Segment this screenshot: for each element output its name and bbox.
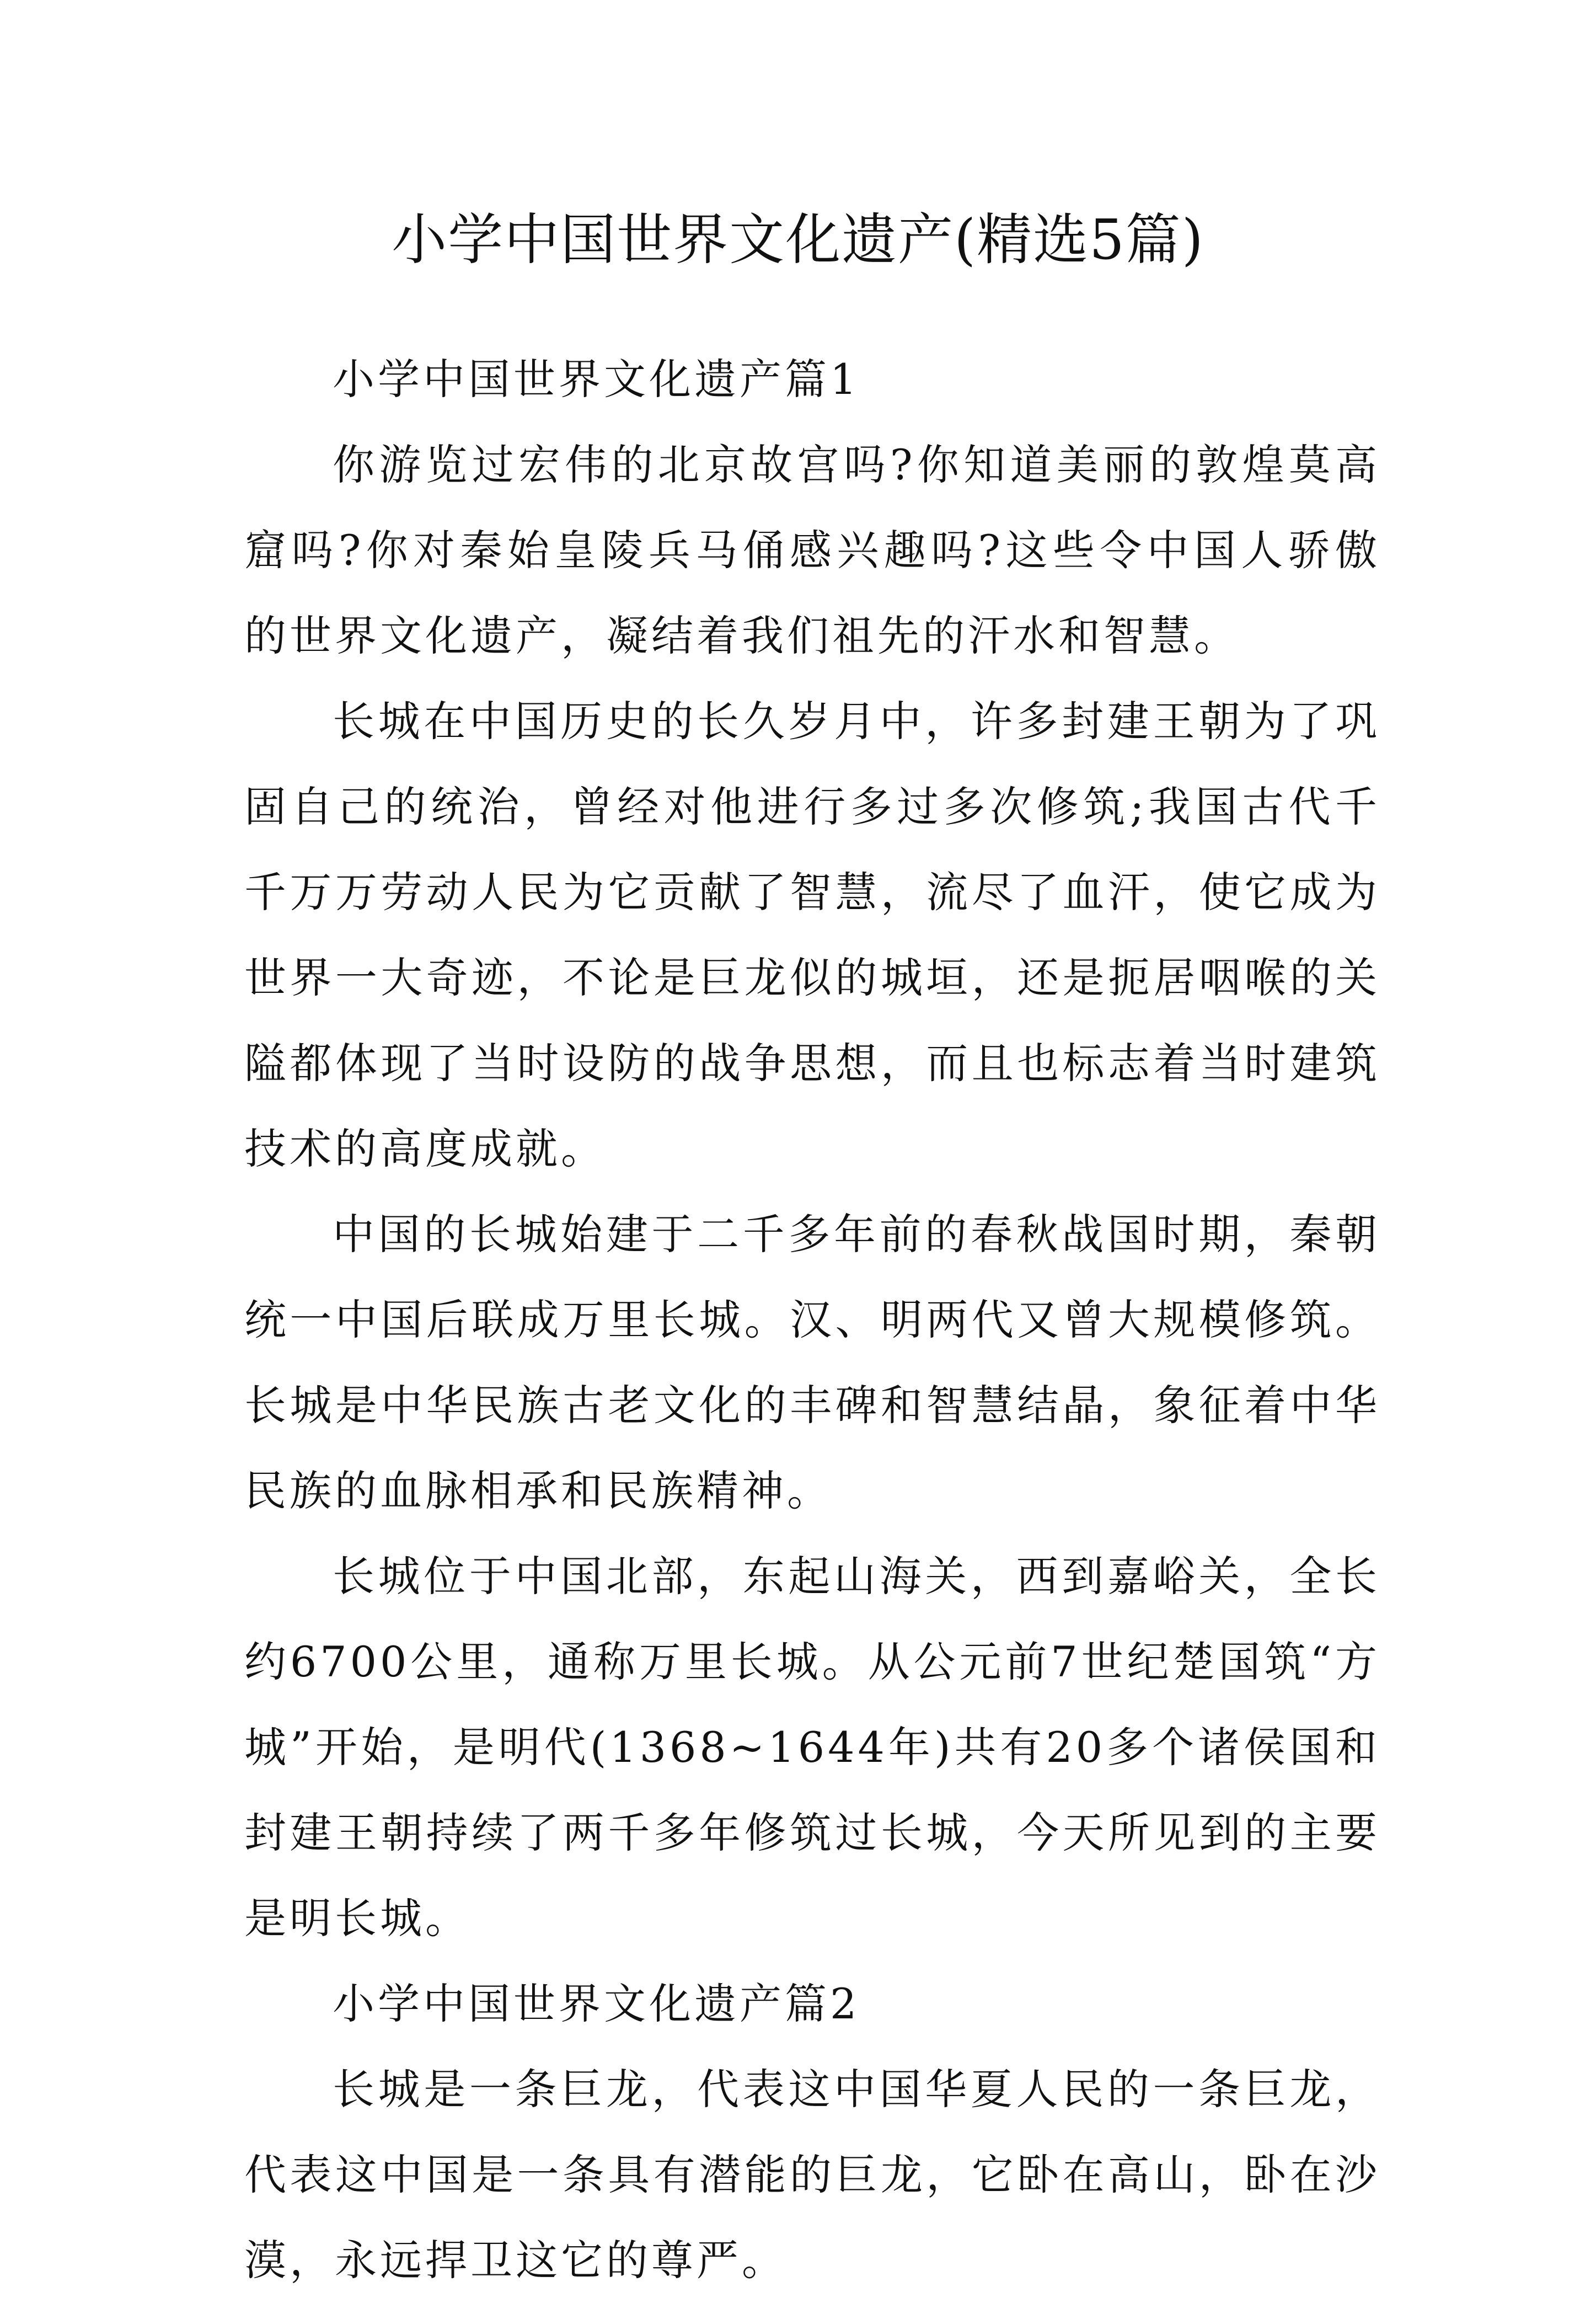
paragraph: 长城是一条巨龙，代表这中国华夏人民的一条巨龙，代表这中国是一条具有潜能的巨龙，它卧在高山，卧在沙漠，永远捍卫这它的尊严。 [244, 2065, 1380, 2285]
section-heading: 小学中国世界文化遗产篇2 [333, 1979, 860, 2028]
paragraph: 长城位于中国北部，东起山海关，西到嘉峪关，全长约6700公里，通称万里长城。从公元前7世纪楚国筑“方城”开始，是明代(1368~1644年)共有20多个诸侯国和封建王朝持续了两千多年修筑过长城，今天所见到的主要是明长城。 [244, 1552, 1380, 1943]
paragraph: 你游览过宏伟的北京故宫吗?你知道美丽的敦煌莫高窟吗?你对秦始皇陵兵马俑感兴趣吗?这些令中国人骄傲的世界文化遗产，凝结着我们祖先的汗水和智慧。 [244, 440, 1380, 660]
document-body [244, 336, 1380, 2303]
document-title: 小学中国世界文化遗产(精选5篇) [392, 207, 1204, 272]
paragraph: 长城在中国历史的长久岁月中，许多封建王朝为了巩固自己的统治，曾经对他进行多过多次修筑;我国古代千千万万劳动人民为它贡献了智慧，流尽了血汗，使它成为世界一大奇迹，不论是巨龙似的城垣，还是扼居咽喉的关隘都体现了当时设防的战争思想，而且也标志着当时建筑技术的高度成就。 [244, 697, 1380, 1173]
paragraph: 中国的长城始建于二千多年前的春秋战国时期，秦朝统一中国后联成万里长城。汉、明两代又曾大规模修筑。长城是中华民族古老文化的丰碑和智慧结晶，象征着中华民族的血脉相承和民族精神。 [244, 1210, 1380, 1515]
section-heading: 小学中国世界文化遗产篇1 [333, 355, 860, 404]
